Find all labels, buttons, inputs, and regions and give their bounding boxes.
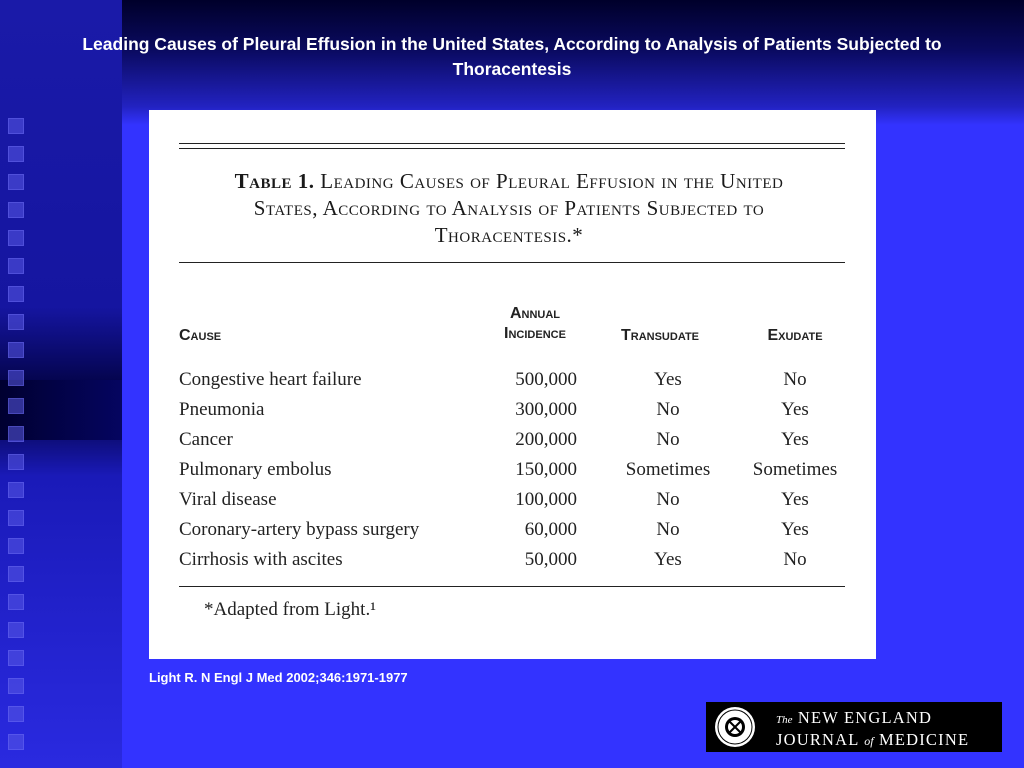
logo-journal: JOURNAL: [776, 730, 859, 749]
cell-transudate: No: [656, 399, 680, 420]
table-row: [179, 519, 849, 549]
cell-cause: Pulmonary embolus: [179, 459, 332, 480]
cell-transudate: No: [656, 429, 680, 450]
cell-cause: Viral disease: [179, 489, 277, 510]
table-caption: [209, 168, 809, 249]
table-row: [179, 489, 849, 519]
table-figure: [149, 110, 876, 659]
decorative-squares: [8, 118, 28, 762]
cell-incidence: 200,000: [515, 429, 577, 450]
cell-transudate: No: [656, 489, 680, 510]
cell-transudate: Yes: [654, 549, 682, 570]
cell-cause: Cancer: [179, 429, 233, 450]
cell-cause: Coronary-artery bypass surgery: [179, 519, 420, 540]
logo-line1: NEW ENGLAND: [797, 708, 933, 727]
logo-medicine: MEDICINE: [878, 730, 970, 749]
header-exudate: Exudate: [767, 327, 823, 344]
cell-transudate: Yes: [654, 369, 682, 390]
header-annual-line2: Incidence: [504, 325, 566, 342]
cell-cause: Congestive heart failure: [179, 369, 362, 390]
cell-incidence: 60,000: [524, 519, 577, 540]
table-row: [179, 429, 849, 459]
logo-of: of: [864, 734, 874, 748]
cell-exudate: Yes: [781, 519, 809, 540]
table-row: [179, 399, 849, 429]
table-row: [179, 459, 849, 489]
cell-transudate: No: [656, 519, 680, 540]
caption-rule: [179, 262, 845, 263]
top-rule: [179, 143, 845, 144]
citation: Light R. N Engl J Med 2002;346:1971-1977: [149, 670, 408, 685]
nejm-wordmark: [776, 708, 969, 751]
table-row: [179, 549, 849, 579]
table-row: [179, 369, 849, 399]
header-annual-line1: Annual: [509, 305, 561, 322]
cell-exudate: Yes: [781, 489, 809, 510]
cell-cause: Pneumonia: [179, 399, 265, 420]
cell-incidence: 100,000: [515, 489, 577, 510]
top-rule-double: [179, 148, 845, 149]
header-cause: Cause: [179, 327, 222, 344]
cell-incidence: 50,000: [524, 549, 577, 570]
cell-exudate: No: [783, 549, 807, 570]
cell-exudate: Yes: [781, 429, 809, 450]
journal-seal-icon: [714, 706, 756, 748]
cell-exudate: Yes: [781, 399, 809, 420]
cell-incidence: 500,000: [515, 369, 577, 390]
table-footnote: *Adapted from Light.¹: [204, 599, 376, 620]
header-transudate: Transudate: [620, 327, 699, 344]
header-annual-incidence: [494, 304, 576, 344]
cell-exudate: Sometimes: [752, 459, 838, 480]
table-caption-text: Leading Causes of Pleural Effusion in the United States, According to Analysis of Patients Subjected to Thoracentesis.*: [253, 169, 784, 247]
nejm-logo: [706, 702, 1002, 752]
table-caption-lead: Table 1.: [234, 169, 315, 193]
logo-the: The: [776, 714, 793, 726]
cell-incidence: 300,000: [515, 399, 577, 420]
cell-transudate: Sometimes: [625, 459, 711, 480]
cell-cause: Cirrhosis with ascites: [179, 549, 343, 570]
cell-incidence: 150,000: [515, 459, 577, 480]
slide-title: Leading Causes of Pleural Effusion in the United States, According to Analysis of Patients Subjected to Thoracentesis: [82, 34, 942, 79]
cell-exudate: No: [783, 369, 807, 390]
bottom-rule: [179, 586, 845, 587]
